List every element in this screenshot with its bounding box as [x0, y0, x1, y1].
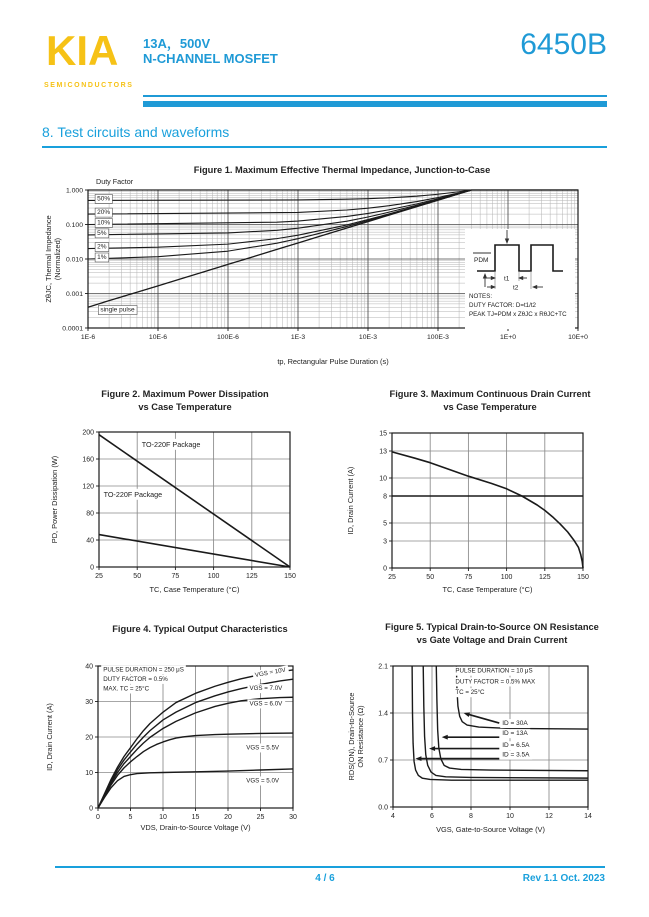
- device-rating: 13A，500V: [143, 36, 211, 51]
- notes-line: DUTY FACTOR: D=t1/t2: [469, 301, 536, 309]
- y-axis-label: ID, Drain Current (A): [45, 703, 54, 771]
- x-tick-label: 10E-3: [358, 334, 378, 341]
- chart-annotation: VGS = 6.0V: [249, 700, 283, 708]
- y-tick-label: 0.010: [65, 256, 83, 264]
- y-tick-label: 0.0001: [62, 325, 83, 333]
- figure-title: vs Case Temperature: [443, 402, 537, 412]
- y-tick-label: 0.0: [378, 804, 388, 812]
- x-tick-label: 0: [96, 814, 100, 821]
- y-tick-label: 3: [383, 538, 387, 546]
- y-axis-label: (Normalized): [53, 237, 62, 281]
- chart-annotation: 2%: [97, 243, 107, 251]
- chart-grid: [392, 433, 583, 568]
- x-tick-label: 10E-6: [148, 334, 168, 341]
- figure5-rdson-chart: [345, 618, 630, 852]
- y-tick-label: 120: [82, 483, 94, 491]
- footer-rule: [55, 866, 605, 868]
- chart-annotation: VGS = 5.5V: [246, 744, 280, 752]
- chart-annotation: MAX. TC = 25°C: [103, 685, 150, 693]
- y-tick-label: 0.001: [65, 290, 83, 298]
- chart-annotation: TO-220F Package: [103, 489, 163, 499]
- x-tick-label: 1E-6: [80, 334, 96, 341]
- y-tick-label: 15: [379, 430, 387, 438]
- y-tick-label: 20: [85, 734, 93, 742]
- annotation-arrowhead: [464, 712, 470, 717]
- x-tick-label: 10: [506, 813, 514, 820]
- page-number: 4 / 6: [315, 873, 335, 884]
- y-axis-label: RDS(ON), Drain-to-Source: [347, 692, 356, 781]
- notes-line: NOTES:: [469, 293, 493, 300]
- figure-title: Figure 3. Maximum Continuous Drain Current: [389, 389, 591, 399]
- y-tick-label: 40: [85, 663, 93, 671]
- plot-border: [392, 433, 583, 568]
- series-to220-line: [99, 435, 290, 567]
- x-tick-label: 25: [256, 814, 265, 821]
- y-tick-label: 10: [379, 475, 387, 483]
- section-title-underline: [42, 146, 607, 148]
- t1-label: t1: [504, 275, 510, 283]
- chart-annotation: ID = 3.5A: [502, 751, 530, 759]
- annotation-arrowhead: [442, 735, 448, 740]
- chart-annotation: DUTY FACTOR = 0.5%: [103, 675, 168, 683]
- x-tick-label: 100E-3: [427, 334, 449, 341]
- x-tick-label: 8: [469, 813, 473, 820]
- chart-annotation: 50%: [97, 195, 111, 203]
- chart-annotation: single pulse: [100, 306, 135, 314]
- x-tick-label: 1E-3: [290, 334, 306, 341]
- x-tick-label: 25: [95, 573, 103, 580]
- y-tick-label: 10: [85, 769, 93, 777]
- figure-title: vs Case Temperature: [138, 402, 232, 412]
- figure4-output-characteristics-chart: [42, 618, 345, 852]
- figure-title: Figure 5. Typical Drain-to-Source ON Resistance: [385, 622, 599, 632]
- figure2-power-dissipation-chart: [42, 385, 345, 610]
- x-axis-label: TC, Case Temperature (°C): [442, 585, 533, 594]
- corner-label: Duty Factor: [96, 177, 134, 186]
- y-tick-label: 30: [85, 698, 93, 706]
- x-tick-label: 5: [128, 814, 133, 821]
- chart-annotation: TC = 25°C: [455, 689, 485, 697]
- x-tick-label: 10: [159, 814, 167, 821]
- y-tick-label: 80: [86, 510, 94, 518]
- y-tick-label: 0.7: [378, 757, 388, 765]
- thermal-test-waveform-inset: [465, 229, 575, 329]
- chart-annotation: VGS = 5.0V: [246, 777, 280, 785]
- x-tick-label: 100E-6: [217, 334, 239, 341]
- figure-title: vs Gate Voltage and Drain Current: [416, 635, 568, 645]
- x-tick-label: 125: [538, 574, 551, 581]
- chart-annotation: VGS = 7.0V: [249, 685, 283, 693]
- x-tick-label: 100: [500, 574, 513, 581]
- chart-annotation: ID = 13A: [502, 730, 528, 738]
- chart-annotation: PULSE DURATION = 250 μS: [103, 666, 184, 674]
- y-tick-label: 0: [90, 564, 94, 572]
- series-duty-20: [88, 190, 578, 217]
- y-tick-label: 0: [383, 565, 387, 573]
- x-axis-label: VGS, Gate-to-Source Voltage (V): [436, 825, 545, 834]
- x-tick-label: 20: [224, 814, 232, 821]
- y-tick-label: 200: [82, 429, 94, 437]
- header-rule-thin: [143, 95, 607, 97]
- y-tick-label: 0.100: [65, 221, 83, 229]
- y-tick-label: 5: [383, 520, 387, 528]
- x-tick-label: 125: [245, 573, 258, 580]
- y-tick-label: 0: [89, 805, 93, 813]
- chart-annotation: 10%: [97, 219, 111, 227]
- header-rule-thick: [143, 101, 607, 107]
- figure1-notes: [469, 293, 567, 320]
- pdm-label: PDM: [474, 257, 489, 264]
- series-to220f-line: [99, 535, 290, 567]
- x-tick-label: 75: [464, 574, 473, 581]
- figure-title: Figure 4. Typical Output Characteristics: [112, 624, 288, 634]
- chart-annotation: ID = 30A: [502, 720, 528, 728]
- chart-annotation: 1%: [97, 254, 107, 261]
- y-tick-label: 1.4: [378, 710, 388, 718]
- section-title: 8. Test circuits and waveforms: [42, 124, 230, 140]
- chart-annotation: 5%: [97, 229, 107, 237]
- y-tick-label: 13: [379, 448, 387, 456]
- y-tick-label: 1.000: [65, 187, 83, 195]
- y-axis-label: PD, Power Dissipation (W): [50, 455, 59, 544]
- chart-annotation: 20%: [97, 209, 111, 217]
- x-axis-label: tp, Rectangular Pulse Duration (s): [277, 357, 389, 366]
- x-tick-label: 50: [426, 574, 435, 581]
- x-tick-label: 15: [191, 814, 200, 821]
- x-tick-label: 12: [545, 813, 553, 820]
- revision-info: Rev 1.1 Oct. 2023: [522, 873, 605, 884]
- t2-label: t2: [513, 284, 519, 291]
- x-axis-label: VDS, Drain-to-Source Voltage (V): [140, 823, 251, 832]
- y-tick-label: 160: [82, 456, 94, 464]
- x-tick-label: 75: [171, 573, 180, 580]
- notes-line: PEAK TJ=PDM x ZθJC x RθJC+TC: [469, 310, 567, 318]
- logo-subtext: SEMICONDUCTORS: [44, 82, 134, 89]
- x-tick-label: 6: [430, 813, 434, 820]
- chart-annotation: VGS = 10V: [254, 666, 287, 679]
- y-axis-label: ZθJC, Thermal Impedance: [44, 215, 53, 303]
- y-tick-label: 8: [383, 493, 387, 501]
- figure-title: Figure 2. Maximum Power Dissipation: [101, 389, 269, 399]
- y-axis-label: ON Resistance (Ω): [356, 705, 365, 768]
- series-id-vs-tc: [392, 452, 583, 568]
- kia-logo: KIA: [46, 27, 119, 74]
- x-tick-label: 4: [391, 813, 395, 820]
- device-type: N-CHANNEL MOSFET: [143, 51, 278, 66]
- x-tick-label: 50: [133, 573, 142, 580]
- chart-annotation: DUTY FACTOR = 0.5% MAX: [455, 678, 536, 686]
- chart-annotation: PULSE DURATION = 10 μS: [455, 667, 533, 675]
- x-tick-label: 150: [577, 574, 589, 581]
- chart-annotation: ID = 6.5A: [502, 742, 530, 750]
- y-axis-label: ID, Drain Current (A): [346, 466, 355, 535]
- x-tick-label: 14: [584, 813, 592, 820]
- pulse-waveform-diagram: [465, 229, 575, 291]
- x-tick-label: 10E+0: [568, 334, 588, 341]
- x-tick-label: 30: [289, 814, 297, 821]
- x-tick-label: 25: [388, 574, 396, 581]
- x-tick-label: 100: [207, 573, 220, 580]
- x-tick-label: 1E+0: [499, 334, 517, 341]
- figure3-drain-current-chart: [345, 385, 630, 610]
- chart-annotation: TO-220F Package: [141, 439, 201, 449]
- figure-title: Figure 1. Maximum Effective Thermal Impedance, Junction-to-Case: [193, 165, 491, 175]
- pulse-train-trace: [477, 245, 563, 271]
- x-tick-label: 150: [284, 573, 296, 580]
- y-tick-label: 40: [86, 537, 94, 545]
- y-tick-label: 2.1: [378, 663, 388, 671]
- x-axis-label: TC, Case Temperature (°C): [149, 585, 240, 594]
- part-number: 6450B: [520, 28, 607, 61]
